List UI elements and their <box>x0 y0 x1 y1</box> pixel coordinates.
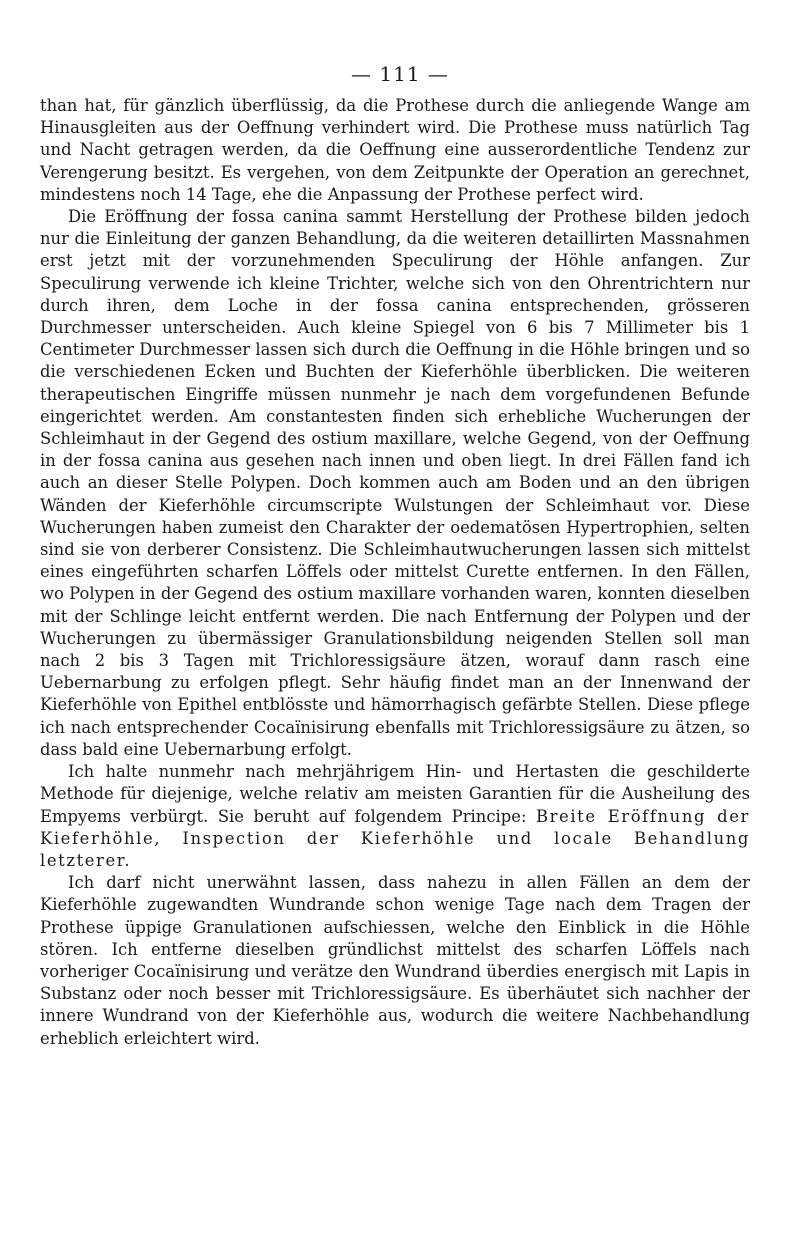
paragraph-1: than hat, für gänzlich überflüssig, da die Prothese durch die anliegende Wange am Hinausgleiten aus der Oeffnung verhindert wird. Die Prothese muss natürlich Tag und Nacht getragen werden, da die Oeffnung eine ausserordentliche Tendenz zur Verengerung besitzt. Es vergehen, von dem Zeitpunkte der Operation an gerechnet, mindestens noch 14 Tage, ehe die Anpassung der Prothese perfect wird. <box>40 96 750 204</box>
paragraph-4: Ich darf nicht unerwähnt lassen, dass nahezu in allen Fällen an dem der Kieferhöhle zugewandten Wundrande schon wenige Tage nach dem Tragen der Prothese üppige Granulationen aufschiessen, welche den Einblick in die Höhle stören. Ich entferne dieselben gründlichst mittelst des scharfen Löffels nach vorheriger Cocaïnisirung und verätze den Wundrand überdies energisch mit Lapis in Substanz oder noch besser mit Trichloressigsäure. Es überhäutet sich nachher der innere Wundrand von der Kieferhöhle aus, wodurch die weitere Nachbehandlung erheblich erleichtert wird. <box>40 873 750 1048</box>
paragraph-2: Die Eröffnung der fossa canina sammt Herstellung der Prothese bilden jedoch nur die Einleitung der ganzen Behandlung, da die weiteren detaillirten Massnahmen erst jetzt mit der vorzunehmenden Speculirung der Höhle anfangen. Zur Speculirung verwende ich kleine Trichter, welche sich von den Ohrentrichtern nur durch ihren, dem Loche in der fossa canina entsprechenden, grösseren Durchmesser unterscheiden. Auch kleine Spiegel von 6 bis 7 Millimeter bis 1 Centimeter Durchmesser lassen sich durch die Oeffnung in die Höhle bringen und so die verschiedenen Ecken und Buchten der Kieferhöhle überblicken. Die weiteren therapeutischen Eingriffe müssen nunmehr je nach dem vorgefundenen Befunde eingerichtet werden. Am constantesten finden sich erhebliche Wucherungen der Schleimhaut in der Gegend des ostium maxillare, welche Gegend, von der Oeffnung in der fossa canina aus gesehen nach innen und oben liegt. In drei Fällen fand ich auch an dieser Stelle Polypen. Doch kommen auch am Boden und an den übrigen Wänden der Kieferhöhle circumscripte Wulstungen der Schleimhaut vor. Diese Wucherungen haben zumeist den Charakter der oedematösen Hypertrophien, selten sind sie von derberer Consistenz. Die Schleimhautwucherungen lassen sich mittelst eines eingeführten scharfen Löffels oder mittelst Curette entfernen. In den Fällen, wo Polypen in der Gegend des ostium maxillare vorhanden waren, konnten dieselben mit der Schlinge leicht entfernt werden. Die nach Entfernung der Polypen und der Wucherungen zu übermässiger Granulationsbildung neigenden Stellen soll man nach 2 bis 3 Tagen mit Trichloressigsäure ätzen, worauf dann rasch eine Uebernarbung zu erfolgen pflegt. Sehr häufig findet man an der Innenwand der Kieferhöhle von Epithel entblösste und hämorrhagisch gefärbte Stellen. Diese pflege ich nach entsprechender Cocaïnisirung ebenfalls mit Trichloressigsäure zu ätzen, so dass bald eine Uebernarbung erfolgt. <box>40 207 750 759</box>
body-text <box>40 95 750 1050</box>
paragraph-3-text: Ich halte nunmehr nach mehrjährigem Hin- und Hertasten die geschilderte Methode für diejenige, welche relativ am meisten Garantien für die Ausheilung des Empyems verbürgt. Sie beruht auf folgendem Principe: <box>40 762 750 826</box>
paragraph-3-principle: Breite Eröffnung der Kieferhöhle, Inspection der Kieferhöhle und locale Behandlung letzterer. <box>40 806 750 870</box>
paragraph-3 <box>40 761 750 872</box>
page-number: — 111 — <box>351 62 449 86</box>
